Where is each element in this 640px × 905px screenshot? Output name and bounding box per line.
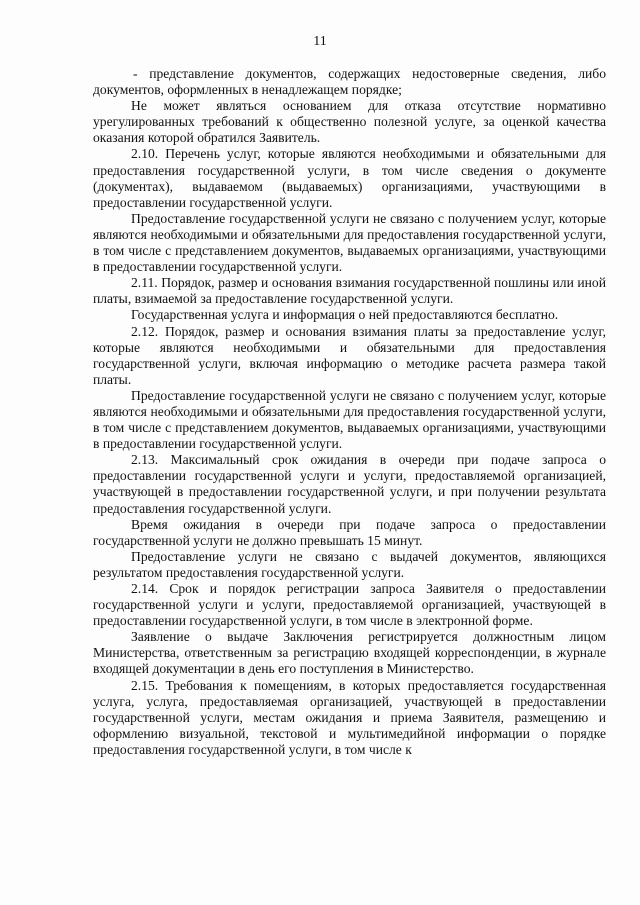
paragraph: Заявление о выдаче Заключения регистрируется должностным лицом Министерства, ответственным за регистрацию входящей корреспонденции, в журнале входящей документации в день его поступления в Министерство. [93, 629, 606, 677]
section-2-13-heading: 2.13. Максимальный срок ожидания в очереди при подаче запроса о предоставлении государственной услуги и услуги, предоставляемой организацией, участвующей в предоставлении государственной услуги, и при получении результата предоставления государственной услуги. [93, 452, 606, 516]
section-2-15-heading: 2.15. Требования к помещениям, в которых предоставляется государственная услуга, услуга, предоставляемая организацией, участвующей в предоставлении государственной услуги, местам ожидания и приема Заявителя, размещению и оформлению визуальной, текстовой и мультимедийной информации о порядке предоставления государственной услуги, в том числе к [93, 677, 606, 757]
paragraph: Время ожидания в очереди при подаче запроса о предоставлении государственной услуги не должно превышать 15 минут. [93, 516, 606, 548]
paragraph: Государственная услуга и информация о ней предоставляются бесплатно. [131, 307, 559, 323]
page-number: 11 [313, 34, 327, 49]
section-2-12-heading: 2.12. Порядок, размер и основания взимания платы за предоставление услуг, которые являются необходимыми и обязательными для предоставления государственной услуги, включая информацию о методике расчета размера такой платы. [93, 323, 606, 387]
paragraph: - представление документов, содержащих недостоверные сведения, либо документов, оформленных в ненадлежащем порядке; [93, 66, 606, 98]
document-body [93, 66, 606, 758]
paragraph: Предоставление государственной услуги не связано с получением услуг, которые являются необходимыми и обязательными для предоставления государственной услуги, в том числе с представлением документов, выдаваемых организациями, участвующими в предоставлении государственной услуги. [93, 387, 606, 452]
section-2-14-heading: 2.14. Срок и порядок регистрации запроса Заявителя о предоставлении государственной услуги и услуги, предоставляемой организацией, участвующей в предоставлении государственной услуги, в том числе в электронной форме. [93, 581, 606, 629]
paragraph: Предоставление услуги не связано с выдачей документов, являющихся результатом предоставления государственной услуги. [93, 548, 606, 580]
section-2-10-heading: 2.10. Перечень услуг, которые являются необходимыми и обязательными для предоставления государственной услуги, в том числе сведения о документе (документах), выдаваемом (выдаваемых) организациями, участвующими в предоставлении государственной услуги. [93, 146, 606, 210]
section-2-11-heading: 2.11. Порядок, размер и основания взимания государственной пошлины или иной платы, взимаемой за предоставление государственной услуги. [93, 275, 606, 307]
paragraph: Предоставление государственной услуги не связано с получением услуг, которые являются необходимыми и обязательными для предоставления государственной услуги, в том числе с представлением документов, выдаваемых организациями, участвующими в предоставлении государственной услуги. [93, 210, 606, 275]
paragraph: Не может являться основанием для отказа отсутствие нормативно урегулированных требований к общественно полезной услуге, за оценкой качества оказания которой обратился Заявитель. [93, 98, 606, 146]
